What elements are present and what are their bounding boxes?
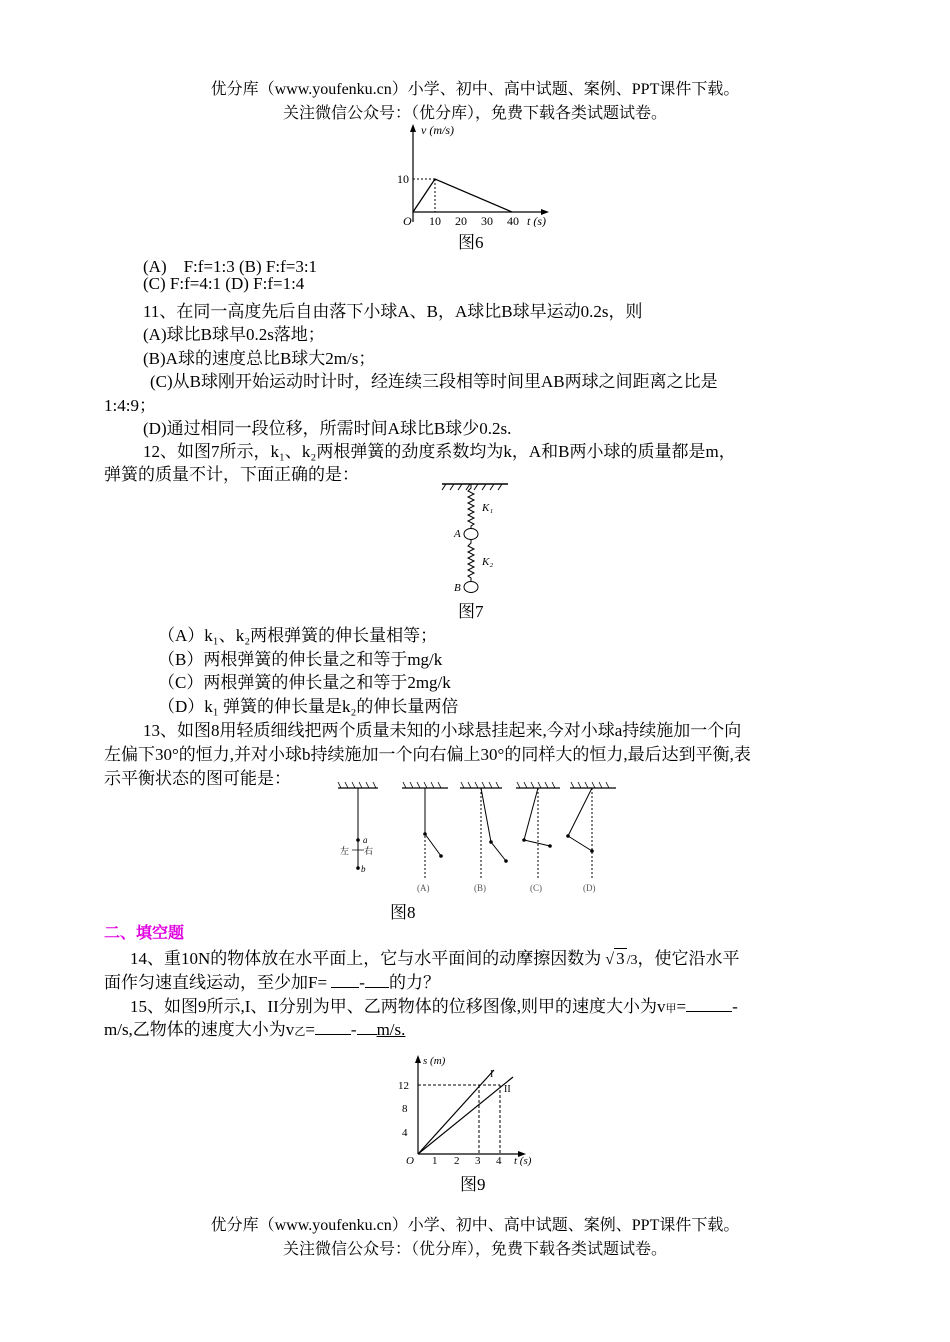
q14-line2 (104, 968, 440, 993)
q11-option-c-line1: (C)从B球刚开始运动时计时，经连续三段相等时间里AB两球之间距离之比是 (150, 372, 718, 391)
q11-stem: 11、在同一高度先后自由落下小球A、B，A球比B球早运动0.2s，则 (143, 302, 643, 321)
q15-answer-blank-jia[interactable] (686, 995, 732, 1012)
figure-6-graph (395, 122, 565, 227)
fig8-label-option-b: (B) (474, 883, 486, 893)
q12-option-c: （C）两根弹簧的伸长量之和等于2mg/k (158, 673, 451, 692)
fig9-ytick-8: 8 (402, 1103, 408, 1115)
q14-text1: 14、重10N的物体放在水平面上，它与水平面间的动摩擦因数为 (130, 949, 602, 968)
q14-dash: - (359, 973, 365, 992)
section-title-fill-in: 二、填空题 (104, 923, 185, 942)
fig8-label-option-a: (A) (417, 883, 430, 893)
q11-option-a: (A)球比B球早0.2s落地； (143, 325, 325, 344)
q15-line1 (130, 992, 738, 1017)
fig9-xtick-4: 4 (496, 1155, 502, 1167)
fig6-y-arrow (410, 124, 416, 132)
fig9-ytick-12: 12 (398, 1080, 409, 1092)
q14-answer-blank-2[interactable] (365, 971, 389, 988)
q14-line1 (130, 944, 739, 969)
fig7-caption: 图7 (458, 602, 484, 621)
fig8-option-d (566, 782, 616, 878)
header-line-1: 优分库（www.youfenku.cn）小学、初中、高中试题、案例、PPT课件下载。 (210, 81, 740, 98)
q15-line2 (104, 1015, 405, 1040)
q15-answer-blank-yi-1[interactable] (315, 1018, 351, 1035)
q14-sqrt-value: 3 (616, 949, 625, 968)
fig7-label-a: A (454, 528, 461, 540)
q11-option-d: (D)通过相同一段位移，所需时间A球比B球少0.2s. (143, 419, 512, 438)
q15-text1: 15、如图9所示,I、II分别为甲、乙两物体的位移图像,则甲的速度大小为v (130, 997, 666, 1016)
fig9-label-i: I (490, 1069, 494, 1080)
q15-answer-blank-yi-2[interactable] (357, 1018, 377, 1035)
fig8-caption: 图8 (390, 903, 416, 922)
fig8-option-b (460, 782, 508, 878)
fig8-label-option-c: (C) (530, 883, 542, 893)
figure-7-springs (430, 478, 520, 596)
fig6-xtick-2: 20 (455, 214, 467, 227)
fig9-caption: 图9 (460, 1175, 486, 1194)
q14-line2-pre: 面作匀速直线运动，至少加F= (104, 973, 328, 992)
fig8-option-a (402, 782, 448, 878)
figure-8-pendulums (330, 778, 620, 896)
fig9-xlabel: t (s) (514, 1155, 532, 1167)
fig7-ball-b (464, 582, 478, 593)
fig9-xtick-2: 2 (454, 1155, 460, 1167)
fig9-label-ii: II (504, 1084, 511, 1095)
q15-unit: m/s. (376, 1020, 406, 1039)
q12-stem-line1: 12、如图7所示，k₁、k₂两根弹簧的劲度系数均为k，A和B两小球的质量都是m， (143, 442, 736, 461)
fig8-label-right: 右 (364, 846, 374, 856)
q11-option-b: (B)A球的速度总比B球大2m/s； (143, 349, 376, 368)
q15-sub-jia: 甲 (665, 1003, 677, 1015)
q14-answer-blank-1[interactable] (331, 971, 359, 988)
fig7-label-k1: K₁ (482, 502, 494, 514)
fig8-label-option-d: (D) (583, 883, 596, 893)
fig8-reference (338, 782, 378, 874)
header-line-2: 关注微信公众号：（优分库），免费下载各类试题试卷。 (282, 105, 667, 122)
fig6-xtick-1: 10 (429, 214, 441, 227)
fig9-origin: O (406, 1155, 414, 1167)
fig6-ylabel: v (m/s) (421, 123, 454, 137)
fig6-xtick-4: 40 (507, 214, 519, 227)
fig7-label-b: B (454, 582, 461, 594)
sqrt-icon: √ 3 (605, 949, 625, 968)
fig9-xtick-3: 3 (475, 1155, 481, 1167)
figure-9-graph (398, 1050, 548, 1170)
fig6-ytick: 10 (397, 172, 409, 186)
q15-sub-yi: 乙 (294, 1026, 306, 1038)
fig8-label-a: a (363, 835, 368, 845)
fig6-xlabel: t (s) (527, 214, 546, 227)
q15-eq: = (676, 997, 687, 1016)
q15-eq2: = (305, 1020, 315, 1039)
q12-option-b: （B）两根弹簧的伸长量之和等于mg/k (158, 650, 443, 669)
fig7-spring-k1 (468, 484, 474, 528)
fig9-line-i (418, 1070, 494, 1154)
fig7-ball-a (464, 529, 478, 540)
q13-stem-line1: 13、如图8用轻质细线把两个质量未知的小球悬挂起来,今对小球a持续施加一个向 (143, 721, 742, 740)
fig7-ceiling-hatch (442, 484, 502, 490)
q12-stem-line2: 弹簧的质量不计，下面正确的是： (104, 465, 359, 484)
footer-line-1: 优分库（www.youfenku.cn）小学、初中、高中试题、案例、PPT课件下载。 (210, 1217, 740, 1234)
fig9-ytick-4: 4 (402, 1127, 408, 1139)
q12-option-d: （D）k₁ 弹簧的伸长量是k₂的伸长量两倍 (158, 697, 459, 716)
q14-text2: ，使它沿水平 (637, 949, 740, 968)
q11-option-c-line2: 1:4:9； (104, 396, 156, 415)
fig7-label-k2: K₂ (482, 556, 494, 568)
q14-line2-post: 的力？ (388, 973, 440, 992)
fig8-label-left: 左 (340, 846, 350, 856)
fig7-spring-k2 (468, 540, 474, 581)
fig6-xtick-3: 30 (481, 214, 493, 227)
q15-line2-pre: m/s,乙物体的速度大小为v (104, 1020, 295, 1039)
fig6-origin: O (403, 214, 412, 227)
q10-options-line1: (A) F:f=1:3 (B) F:f=3:1 (143, 257, 318, 276)
fig9-xtick-1: 1 (432, 1155, 438, 1167)
q14-frac: /3 (626, 953, 638, 968)
fig9-y-arrow (415, 1055, 421, 1063)
q10-options-line2: (C) F:f=4:1 (D) F:f=1:4 (143, 274, 305, 293)
fig9-line-ii (418, 1077, 513, 1154)
fig8-label-b: b (361, 864, 366, 874)
fig6-caption: 图6 (458, 233, 484, 252)
footer-line-2: 关注微信公众号：（优分库），免费下载各类试题试卷。 (282, 1241, 667, 1258)
fig8-option-c (516, 782, 560, 878)
q13-stem-line3: 示平衡状态的图可能是： (104, 769, 291, 788)
q15-dash2: - (350, 1020, 357, 1039)
fig6-vt-line (413, 179, 512, 212)
q15-dash1: - (732, 997, 738, 1016)
q13-stem-line2: 左偏下30°的恒力,并对小球b持续施加一个向右偏上30°的同样大的恒力,最后达到平衡,表 (104, 745, 751, 764)
fig9-ylabel: s (m) (423, 1055, 446, 1067)
q12-option-a: （A）k₁、k₂两根弹簧的伸长量相等； (158, 626, 438, 645)
